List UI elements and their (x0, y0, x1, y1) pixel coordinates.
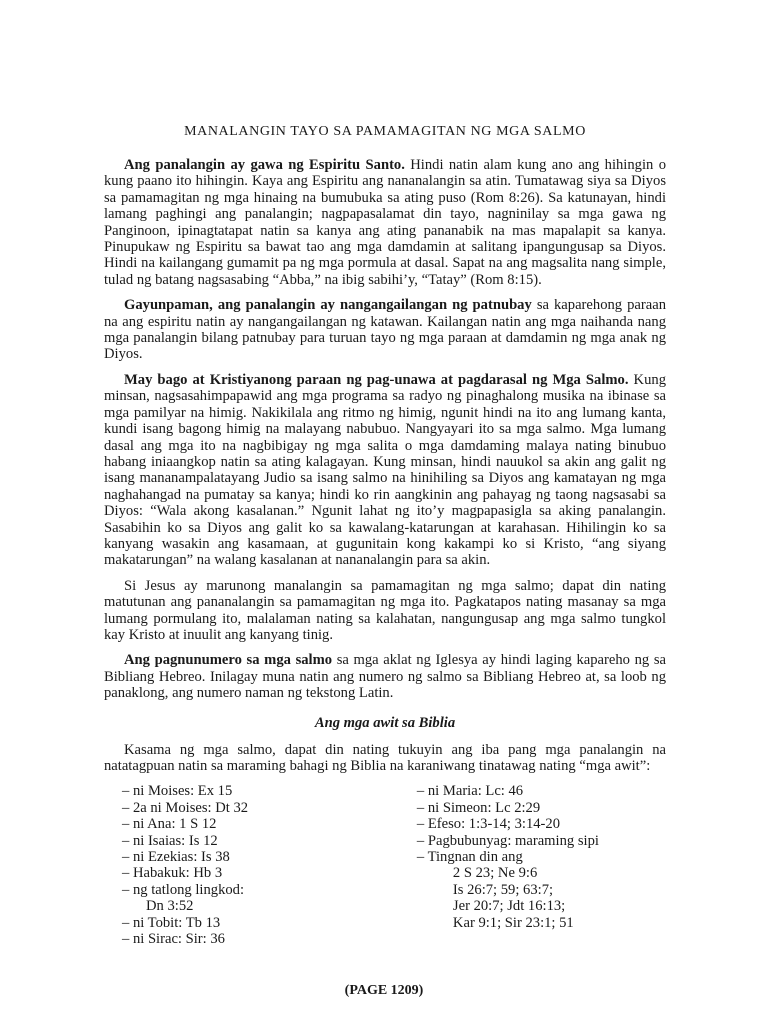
intro-paragraph: Kasama ng mga salmo, dapat din nating tukuyin ang iba pang mga panalangin na natatagpuan natin sa maraming bahagi ng Biblia na karaniwang tinatawag nating “mga awit”: (104, 741, 666, 774)
paragraph-3 (104, 372, 666, 569)
list-item: – ni Ana: 1 S 12 (122, 816, 217, 833)
paragraph-body: Si Jesus ay marunong manalangin sa pamamagitan ng mga salmo; dapat din nating matutunan ang pananalangin sa pamamagitan ng mga ito. Pagkatapos nating masanay sa mga lumang pormulang ito, malalaman nating sa kalahatan, nangungusap ang mga salmo tungkol kay Kristo at inuulit ang kanyang tinig. (104, 577, 666, 643)
list-item: Dn 3:52 (146, 898, 194, 915)
page-title: MANALANGIN TAYO SA PAMAMAGITAN NG MGA SALMO (184, 124, 586, 139)
songs-list-right (417, 783, 666, 947)
paragraph-body: sa mga aklat ng Iglesya ay hindi laging kapareho ng sa Bibliang Hebreo. Inilagay muna natin ang numero ng salmo sa Bibliang Hebreo at, sa loob ng panaklong, ang numero naman ng tekstong Latin. (104, 652, 666, 702)
paragraph-4 (104, 578, 666, 644)
list-item: – Habakuk: Hb 3 (122, 865, 223, 882)
list-item: Is 26:7; 59; 63:7; (452, 881, 554, 898)
paragraph-lead: Ang pagnunumero sa mga salmo (124, 652, 333, 669)
list-item: 2 S 23; Ne 9:6 (452, 865, 538, 882)
list-item: Jer 20:7; Jdt 16:13; (452, 898, 566, 915)
list-item: – 2a ni Moises: Dt 32 (122, 799, 249, 816)
list-item: – Tingnan din ang (416, 849, 523, 866)
document-page (104, 124, 666, 947)
songs-list-left (122, 783, 411, 947)
list-item: Kar 9:1; Sir 23:1; 51 (452, 914, 574, 931)
list-item: – ni Ezekias: Is 38 (122, 849, 230, 866)
section-subtitle: Ang mga awit sa Biblia (314, 714, 456, 731)
paragraph-lead: May bago at Kristiyanong paraan ng pag-unawa at pagdarasal ng Mga Salmo. (124, 371, 629, 388)
paragraph-body: Kung minsan, nagsasahimpapawid ang mga programa sa radyo ng pinaghalong musika na ibinase sa mga pamilyar na himig. Nakikilala ang ritmo ng himig, ngunit hindi na ito ang lumang kanta, kundi isang bagong himig na malayang nabubuo. Nangyayari ito sa mga salmo. Mga lumang dasal ang mga ito na nagbibigay ng mga salita o mga damdaming malaya nating binubuo habang iniaangkop natin sa ating kalagayan. Kung minsan, hindi nauukol sa akin ang galit ng isang mananampalatayang Judio sa isang salmo na hinihiling sa Diyos ang kamatayan ng mga naghahangad na pumatay sa kanya; hindi ko rin aangkinin ang pahayag ng taong nagsasabi sa Diyos: “Wala akong kasalanan.” Ngunit lahat ng ito’y magpapasigla sa aking panalangin. Sasabihin ko sa Diyos ang galit ko sa kawalang-katarungan at karahasan. Hihilingin ko sa kanyang wasakin ang kasamaan, at gugunitain kong kakampi ko si Kristo, “ang siyang makatarungan” na walang kasalanan at nananalangin para sa akin. (104, 371, 666, 569)
list-item: – ni Isaias: Is 12 (122, 832, 218, 849)
list-item: – Efeso: 1:3-14; 3:14-20 (416, 816, 561, 833)
paragraph-2 (104, 297, 666, 363)
paragraph-5 (104, 652, 666, 701)
list-item: – ni Tobit: Tb 13 (122, 914, 221, 931)
paragraph-1 (104, 157, 666, 288)
list-item: – ni Maria: Lc: 46 (416, 783, 524, 800)
list-item: – Pagbubunyag: maraming sipi (416, 832, 599, 849)
list-item: – ni Moises: Ex 15 (122, 783, 233, 800)
paragraph-lead: Gayunpaman, ang panalangin ay nangangailangan ng patnubay (124, 297, 532, 314)
list-item: – ni Simeon: Lc 2:29 (416, 799, 541, 816)
songs-list (104, 783, 666, 947)
paragraph-body: Hindi natin alam kung ano ang hihingin o kung paano ito hihingin. Kaya ang Espiritu ang nananalangin sa atin. Tumatawag siya sa Diyos sa pamamagitan ng mga hinaing na bumubuka sa ating puso (Rom 8:26). Sa katunayan, hindi lamang paghingi ang panalangin; nagpapasalamat din tayo, nagninilay sa mga gawa ng Panginoon, ipinagtatapat natin sa kanya ang ating pananabik na mas mapalapit sa kanya. Pinupukaw ng Espiritu sa bawat tao ang mga damdamin at salitang ipangungusap sa Diyos. Hindi na kailangang gumamit pa ng mga pormula at dasal. Sapat na ang magsalita nang simple, tulad ng batang nagsasabing “Abba,” na ibig sabihi’y, “Tatay” (Rom 8:15). (104, 157, 666, 288)
page-number: (PAGE 1209) (344, 983, 424, 998)
paragraph-lead: Ang panalangin ay gawa ng Espiritu Santo. (124, 157, 405, 173)
list-item: – ng tatlong lingkod: (122, 881, 245, 898)
paragraph-body: sa kaparehong paraan na ang espiritu natin ay nangangailangan ng katawan. Kailangan natin ang mga naihanda nang mga panalangin bilang patnubay para turuan tayo ng mga paraan at damdamin ng mga anak ng Diyos. (104, 297, 666, 363)
list-item: – ni Sirac: Sir: 36 (122, 931, 225, 948)
